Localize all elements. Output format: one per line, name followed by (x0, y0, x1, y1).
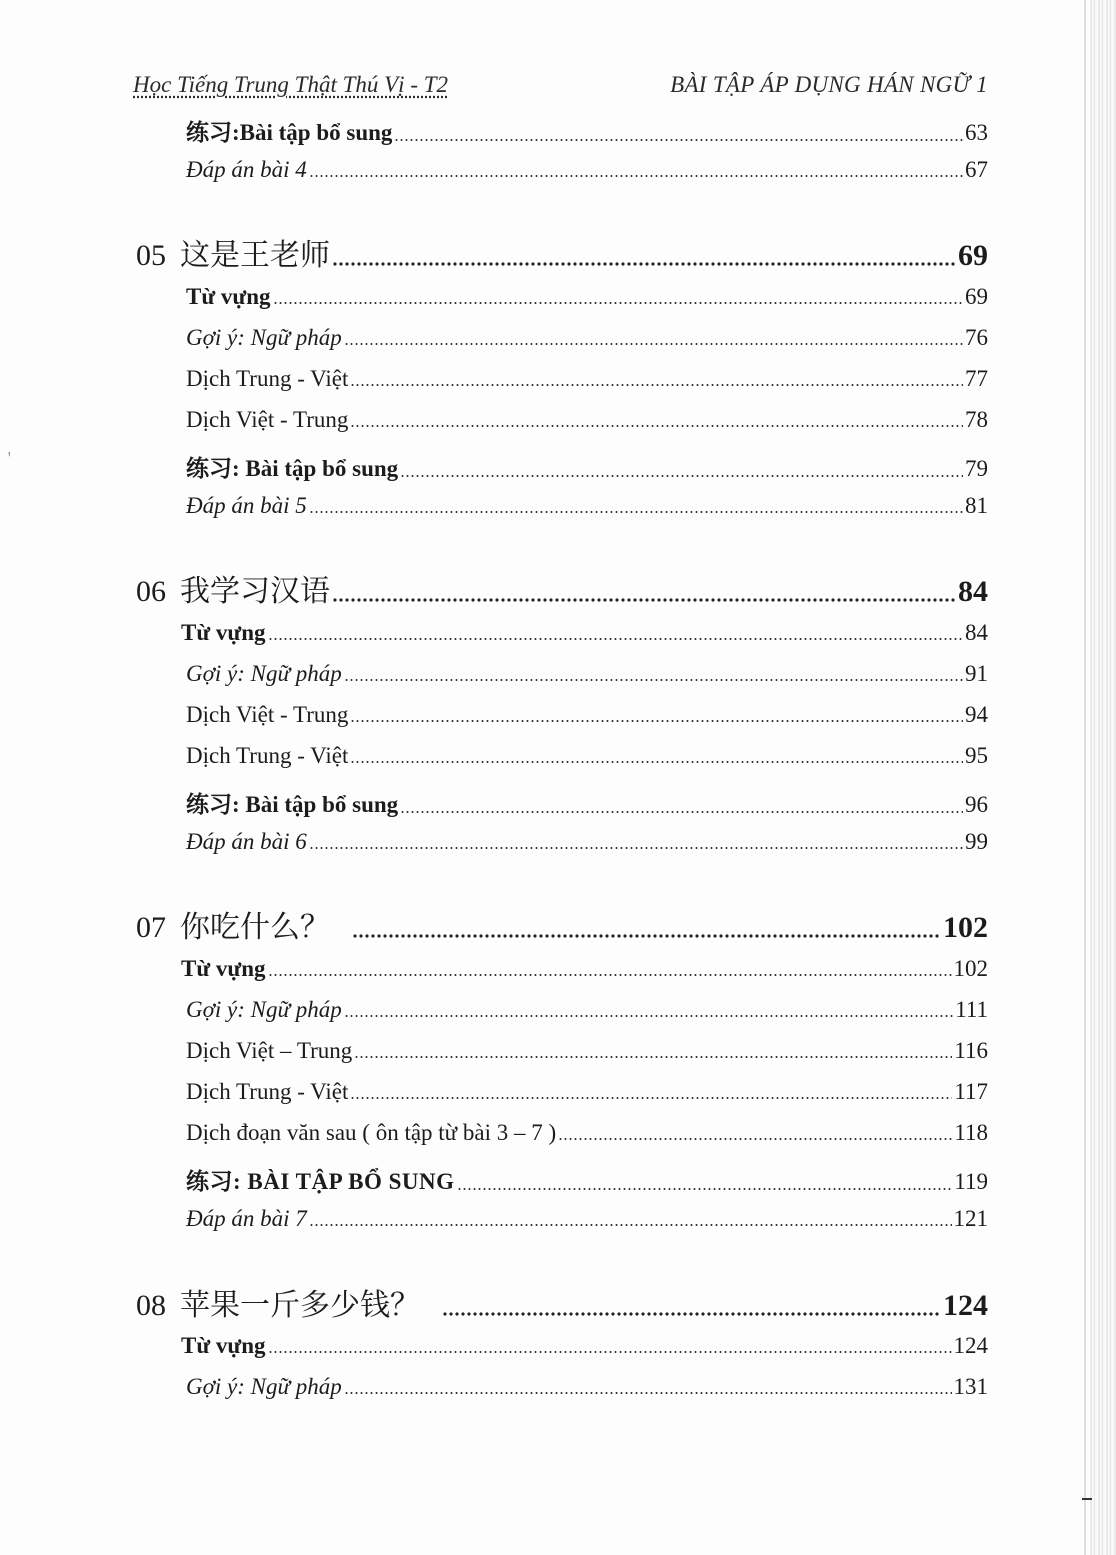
dot-leader (309, 175, 963, 177)
entry-label: Dịch Trung - Việt (186, 1079, 349, 1104)
page-number: 116 (954, 1038, 988, 1063)
toc-entry[interactable] (186, 743, 988, 769)
toc-entry[interactable] (186, 1163, 988, 1196)
dot-leader (350, 761, 963, 763)
dot-leader (309, 1224, 952, 1226)
page-number: 63 (965, 120, 988, 145)
dot-leader (457, 1188, 953, 1190)
page-number: 102 (943, 911, 988, 944)
page-number: 118 (954, 1120, 988, 1145)
toc-entry[interactable] (186, 661, 988, 687)
dot-leader (344, 343, 963, 345)
dot-leader (352, 934, 941, 938)
dot-leader (268, 638, 964, 640)
chapter-title: 你吃什么？ (180, 910, 330, 945)
page-number: 77 (965, 366, 988, 391)
toc-entry[interactable] (186, 1120, 988, 1146)
page-number: 96 (965, 792, 988, 817)
toc-entry[interactable] (186, 997, 988, 1023)
entry-label: Dịch Việt - Trung (186, 407, 349, 432)
entry-label: Từ vựng (181, 956, 266, 981)
toc-entry[interactable] (186, 114, 988, 147)
toc-entry[interactable] (181, 1333, 988, 1359)
margin-mark (1082, 1498, 1092, 1500)
page-number: 95 (965, 743, 988, 768)
dot-leader (268, 974, 952, 976)
chapter-title: 这是王老师 (180, 238, 330, 273)
entry-label: Gợi ý: Ngữ pháp (186, 1374, 342, 1399)
page-number: 111 (955, 997, 988, 1022)
entry-label: Dịch Trung - Việt (186, 743, 349, 768)
page-number: 67 (965, 157, 988, 182)
entry-label: :Bài tập bổ sung (232, 120, 393, 145)
toc-entry[interactable] (186, 1038, 988, 1064)
page-number: 94 (965, 702, 988, 727)
entry-label: Từ vựng (181, 620, 266, 645)
dot-leader (309, 511, 963, 513)
toc-entry[interactable] (186, 157, 988, 183)
chapter-heading[interactable] (136, 566, 988, 610)
page-number: 121 (953, 1206, 988, 1231)
dot-leader (344, 679, 963, 681)
dot-leader (344, 1392, 952, 1394)
dot-leader (350, 720, 963, 722)
running-header (133, 72, 988, 106)
chapter-heading[interactable] (136, 902, 988, 946)
section-title: BÀI TẬP ÁP DỤNG HÁN NGỮ 1 (670, 72, 988, 97)
chapter-heading[interactable] (136, 230, 988, 274)
page-number: 81 (965, 493, 988, 518)
dot-leader (350, 425, 963, 427)
entry-label: Đáp án bài 5 (186, 493, 307, 518)
chapter-heading[interactable] (136, 1280, 988, 1324)
toc-entry[interactable] (186, 450, 988, 483)
page-number: 119 (954, 1169, 988, 1194)
toc-entry[interactable] (186, 1079, 988, 1105)
toc-entry[interactable] (186, 407, 988, 433)
toc-entry[interactable] (186, 284, 988, 310)
entry-label: Dịch đoạn văn sau ( ôn tập từ bài 3 – 7 ) (186, 1120, 557, 1145)
page-number: 84 (965, 620, 988, 645)
entry-label: Đáp án bài 6 (186, 829, 307, 854)
page-number: 117 (954, 1079, 988, 1104)
dot-leader (442, 1312, 941, 1316)
toc-entry[interactable] (186, 325, 988, 351)
dot-leader (400, 475, 963, 477)
entry-label: Gợi ý: Ngữ pháp (186, 325, 342, 350)
chapter-title: 我学习汉语 (180, 574, 330, 609)
dot-leader (332, 262, 956, 266)
chapter-number: 08 (136, 1289, 166, 1322)
chapter-number: 07 (136, 911, 166, 944)
toc-entry[interactable] (186, 786, 988, 819)
page-number: 91 (965, 661, 988, 686)
cjk-label: 练习 (186, 456, 232, 482)
dot-leader (350, 1097, 952, 1099)
page-number: 79 (965, 456, 988, 481)
dot-leader (273, 302, 964, 304)
page-number: 102 (953, 956, 988, 981)
page-number: 84 (958, 575, 988, 608)
page-number: 124 (943, 1289, 988, 1322)
entry-label: Dịch Việt - Trung (186, 702, 349, 727)
dot-leader (558, 1138, 952, 1140)
cjk-label: 练习 (186, 120, 232, 146)
dot-leader (394, 139, 963, 141)
toc-entry[interactable] (181, 956, 988, 982)
page-number: 124 (953, 1333, 988, 1358)
dot-leader (309, 847, 963, 849)
entry-label: : Bài tập bổ sung (232, 456, 399, 481)
dot-leader (354, 1056, 952, 1058)
scan-speck: ꞌ (8, 450, 11, 465)
scan-edge (1090, 0, 1116, 1555)
dot-leader (268, 1351, 952, 1353)
page-number: 99 (965, 829, 988, 854)
chapter-title: 苹果一斤多少钱？ (180, 1288, 420, 1323)
toc-entry[interactable] (186, 1206, 988, 1232)
toc-entry[interactable] (181, 620, 988, 646)
cjk-label: 练习 (186, 792, 232, 818)
page-number: 69 (965, 284, 988, 309)
dot-leader (332, 598, 956, 602)
dot-leader (344, 1015, 953, 1017)
toc-entry[interactable] (186, 829, 988, 855)
chapter-number: 06 (136, 575, 166, 608)
entry-label: Từ vựng (186, 284, 271, 309)
page-number: 131 (953, 1374, 988, 1399)
dot-leader (400, 811, 963, 813)
toc-entry[interactable] (186, 366, 988, 392)
entry-label: Từ vựng (181, 1333, 266, 1358)
toc-entry[interactable] (186, 493, 988, 519)
entry-label: : Bài tập bổ sung (232, 792, 399, 817)
entry-label: Gợi ý: Ngữ pháp (186, 661, 342, 686)
chapter-number: 05 (136, 239, 166, 272)
toc-entry[interactable] (186, 1374, 988, 1400)
page-number: 76 (965, 325, 988, 350)
entry-label: Dịch Việt – Trung (186, 1038, 353, 1063)
entry-label: : BÀI TẬP BỔ SUNG (233, 1169, 455, 1194)
entry-label: Đáp án bài 7 (186, 1206, 307, 1231)
toc-entry[interactable] (186, 702, 988, 728)
entry-label: Gợi ý: Ngữ pháp (186, 997, 342, 1022)
entry-label: Đáp án bài 4 (186, 157, 307, 182)
page-number: 69 (958, 239, 988, 272)
book-title: Học Tiếng Trung Thật Thú Vị - T2 (133, 72, 449, 97)
cjk-label: 练习 (186, 1169, 233, 1195)
entry-label: Dịch Trung - Việt (186, 366, 349, 391)
page-number: 78 (965, 407, 988, 432)
dot-leader (350, 384, 963, 386)
